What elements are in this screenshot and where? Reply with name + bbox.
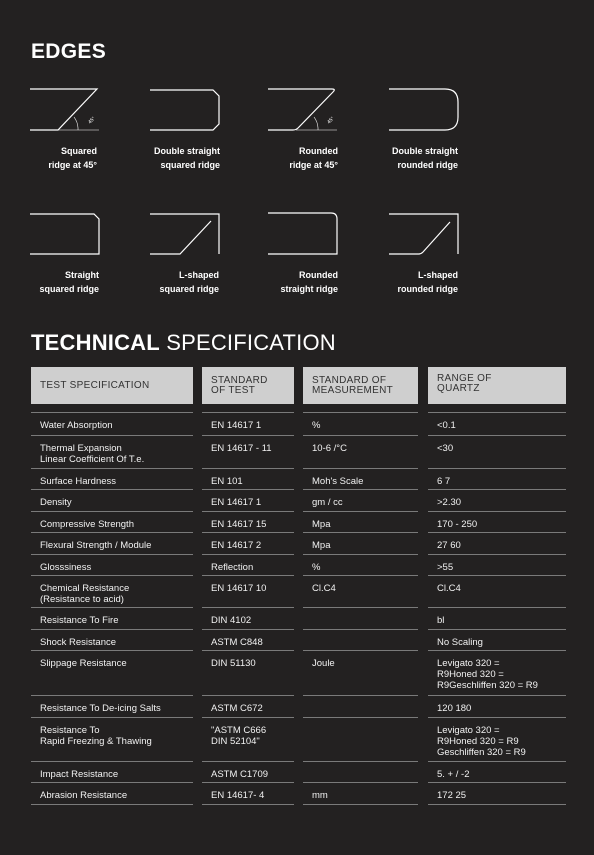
row-divider-segment <box>428 629 566 630</box>
edge-rounded-straight-ridge <box>236 212 346 312</box>
table-cell-line: DIN 52104" <box>211 736 260 747</box>
l-shaped-squared-ridge-icon <box>118 212 228 262</box>
table-cell-line: Thermal Expansion <box>40 443 122 454</box>
edge-rounded-ridge-45 <box>236 88 346 188</box>
edge-squared-ridge-45 <box>0 88 108 188</box>
row-divider-segment <box>303 468 418 469</box>
row-divider-segment <box>31 695 193 696</box>
table-cell <box>312 519 330 530</box>
table-cell-line: gm / cc <box>312 497 343 508</box>
table-cell <box>211 519 266 530</box>
table-cell <box>40 476 116 487</box>
row-divider-segment <box>428 761 566 762</box>
row-divider-segment <box>202 761 294 762</box>
edge-caption <box>218 268 338 296</box>
table-cell-line: No Scaling <box>437 637 483 648</box>
row-divider-segment <box>428 804 566 805</box>
row-divider-segment <box>31 717 193 718</box>
edge-caption-line1: Squared <box>60 146 97 156</box>
title-bold: TECHNICAL <box>31 330 160 355</box>
table-cell-line: <0.1 <box>437 420 456 431</box>
table-cell <box>211 790 264 801</box>
row-divider-segment <box>202 468 294 469</box>
table-cell <box>211 769 268 780</box>
row-divider-segment <box>31 412 193 413</box>
technical-specification-title <box>31 330 336 356</box>
table-cell <box>437 540 461 551</box>
table-cell <box>211 583 266 594</box>
header-line1: STANDARD <box>211 375 268 386</box>
row-divider-segment <box>428 554 566 555</box>
table-cell-line: 27 60 <box>437 540 461 551</box>
table-cell <box>312 562 320 573</box>
row-divider-segment <box>303 554 418 555</box>
row-divider-segment <box>303 695 418 696</box>
row-divider-segment <box>202 435 294 436</box>
table-cell <box>40 703 161 714</box>
row-divider-segment <box>303 511 418 512</box>
table-cell <box>312 497 343 508</box>
row-divider-segment <box>428 650 566 651</box>
table-cell <box>312 790 328 801</box>
squared-ridge-45-icon <box>0 88 108 138</box>
row-divider-segment <box>303 607 418 608</box>
row-divider-segment <box>428 575 566 576</box>
table-cell-line: 170 - 250 <box>437 519 478 530</box>
table-cell <box>40 443 144 465</box>
row-divider-segment <box>31 468 193 469</box>
edge-caption-line2: squared ridge <box>39 284 99 294</box>
edge-l-shaped-rounded-ridge <box>357 212 467 312</box>
table-cell-line: 6 7 <box>437 476 451 487</box>
table-cell-line: Cl.C4 <box>437 583 461 594</box>
table-cell-line: EN 101 <box>211 476 243 487</box>
table-cell <box>312 583 336 594</box>
table-cell-line: 120 180 <box>437 703 472 714</box>
table-cell-line: Reflection <box>211 562 254 573</box>
edge-caption-line2: rounded ridge <box>397 160 458 170</box>
edge-caption <box>338 268 458 296</box>
table-cell <box>40 497 72 508</box>
edges-title: EDGES <box>31 40 107 63</box>
table-cell-line: % <box>312 562 321 573</box>
table-cell-line: DIN 4102 <box>211 615 252 626</box>
rounded-straight-ridge-icon <box>236 212 346 262</box>
row-divider-segment <box>202 489 294 490</box>
table-cell-line: Rapid Freezing & Thawing <box>40 736 152 747</box>
table-cell <box>437 583 461 594</box>
edge-l-shaped-squared-ridge <box>118 212 228 312</box>
table-cell-line: Water Absorption <box>40 420 113 431</box>
row-divider-segment <box>31 761 193 762</box>
table-cell <box>40 420 113 431</box>
row-divider-segment <box>31 782 193 783</box>
table-cell <box>437 562 453 573</box>
row-divider-segment <box>31 629 193 630</box>
table-cell-line: 10-6 /°C <box>312 443 347 454</box>
table-cell-line: EN 14617 2 <box>211 540 262 551</box>
table-cell-line: 172 25 <box>437 790 467 801</box>
table-cell <box>437 476 450 487</box>
table-cell <box>40 637 116 648</box>
edge-caption-line1: L-shaped <box>178 270 219 280</box>
table-cell-line: bl <box>437 615 445 626</box>
table-cell-line: Impact Resistance <box>40 769 119 780</box>
edge-caption-line1: Double straight <box>153 146 220 156</box>
table-cell-line: ASTM C672 <box>211 703 263 714</box>
row-divider-segment <box>202 554 294 555</box>
table-cell <box>437 703 471 714</box>
table-cell <box>437 497 461 508</box>
row-divider-segment <box>428 532 566 533</box>
table-cell-line: Geschliffen 320 = R9 <box>437 747 526 758</box>
edge-caption-line1: Rounded <box>299 146 338 156</box>
title-rest: SPECIFICATION <box>159 330 336 355</box>
table-cell-line: Flexural Strength / Module <box>40 540 152 551</box>
edge-angle-label: 45° <box>326 115 336 126</box>
row-divider-segment <box>303 435 418 436</box>
l-shaped-rounded-ridge-icon <box>357 212 467 262</box>
table-cell <box>437 420 456 431</box>
table-cell <box>40 769 118 780</box>
table-cell-line: ASTM C848 <box>211 637 263 648</box>
row-divider-segment <box>303 412 418 413</box>
row-divider-segment <box>202 412 294 413</box>
row-divider-segment <box>31 489 193 490</box>
row-divider-segment <box>428 695 566 696</box>
table-cell-line: Mpa <box>312 540 331 551</box>
row-divider-segment <box>31 511 193 512</box>
table-cell-line: Chemical Resistance <box>40 583 130 594</box>
row-divider-segment <box>202 532 294 533</box>
table-cell <box>312 420 320 431</box>
table-cell-line: DIN 51130 <box>211 658 256 669</box>
row-divider-segment <box>428 607 566 608</box>
table-cell <box>211 420 261 431</box>
table-cell <box>211 637 263 648</box>
row-divider-segment <box>31 554 193 555</box>
edge-angle-label: 45° <box>87 115 97 126</box>
header-line2: QUARTZ <box>437 383 480 394</box>
edge-straight-squared-ridge <box>0 212 108 312</box>
table-cell <box>40 658 127 669</box>
table-cell-line: Moh's Scale <box>312 476 364 487</box>
header-line2: OF TEST <box>211 385 256 396</box>
table-cell-line: EN 14617- 4 <box>211 790 265 801</box>
table-cell <box>211 658 256 669</box>
table-cell <box>437 519 477 530</box>
edge-caption-line1: L-shaped <box>417 270 458 280</box>
edge-double-straight-squared-ridge <box>118 88 228 188</box>
row-divider-segment <box>202 511 294 512</box>
table-cell-line: Resistance To Fire <box>40 615 119 626</box>
edge-caption <box>218 144 338 172</box>
table-cell <box>211 703 263 714</box>
row-divider-segment <box>303 629 418 630</box>
table-cell <box>40 583 129 605</box>
table-cell-line: 5. + / -2 <box>437 769 470 780</box>
table-cell-line: (Resistance to acid) <box>40 594 124 605</box>
table-cell-line: EN 14617 - 11 <box>211 443 272 454</box>
row-divider-segment <box>202 782 294 783</box>
row-divider-segment <box>202 717 294 718</box>
row-divider-segment <box>303 804 418 805</box>
row-divider-segment <box>303 782 418 783</box>
table-cell <box>211 615 251 626</box>
row-divider-segment <box>428 468 566 469</box>
row-divider-segment <box>202 650 294 651</box>
header-line1: RANGE OF <box>437 373 492 384</box>
table-cell <box>211 562 253 573</box>
edge-caption <box>0 268 99 296</box>
row-divider-segment <box>31 650 193 651</box>
edge-caption-line2: ridge at 45° <box>48 160 97 170</box>
header-range-of-quartz <box>428 367 566 404</box>
table-cell <box>40 615 119 626</box>
header-standard-of-measurement <box>303 367 418 404</box>
row-divider-segment <box>428 782 566 783</box>
table-cell-line: R9Honed 320 = <box>437 669 504 680</box>
double-straight-squared-ridge-icon <box>118 88 228 138</box>
edge-caption-line2: squared ridge <box>160 160 220 170</box>
row-divider-segment <box>31 607 193 608</box>
table-cell-line: Slippage Resistance <box>40 658 127 669</box>
table-cell-line: ASTM C1709 <box>211 769 269 780</box>
table-cell <box>437 637 483 648</box>
edge-caption-line2: ridge at 45° <box>289 160 338 170</box>
table-cell-line: Linear Coefficient Of T.e. <box>40 454 145 465</box>
table-cell-line: Glosssiness <box>40 562 92 573</box>
edge-caption <box>338 144 458 172</box>
row-divider-segment <box>303 489 418 490</box>
row-divider-segment <box>202 575 294 576</box>
table-cell-line: R9Geschliffen 320 = R9 <box>437 680 538 691</box>
table-cell <box>40 790 127 801</box>
edge-caption-line1: Straight <box>64 270 99 280</box>
header-line1: TEST SPECIFICATION <box>40 380 150 391</box>
table-cell-line: % <box>312 420 321 431</box>
double-straight-rounded-ridge-icon <box>357 88 467 138</box>
table-cell <box>40 519 134 530</box>
table-cell-line: R9Honed 320 = R9 <box>437 736 519 747</box>
table-cell <box>211 725 266 747</box>
edge-caption <box>0 144 97 172</box>
table-cell-line: Mpa <box>312 519 331 530</box>
table-cell-line: Compressive Strength <box>40 519 134 530</box>
table-cell-line: mm <box>312 790 328 801</box>
table-cell-line: Resistance To <box>40 725 100 736</box>
table-cell-line: Joule <box>312 658 335 669</box>
table-cell <box>437 658 538 691</box>
row-divider-segment <box>303 717 418 718</box>
table-cell-line: Cl.C4 <box>312 583 336 594</box>
table-cell <box>40 562 91 573</box>
table-cell-line: >55 <box>437 562 454 573</box>
edge-double-straight-rounded-ridge <box>357 88 467 188</box>
row-divider-segment <box>303 650 418 651</box>
table-cell-line: Abrasion Resistance <box>40 790 128 801</box>
table-cell <box>211 476 243 487</box>
header-test-specification <box>31 367 193 404</box>
row-divider-segment <box>428 435 566 436</box>
table-cell-line: Resistance To De-icing Salts <box>40 703 161 714</box>
row-divider-segment <box>428 412 566 413</box>
straight-squared-ridge-icon <box>0 212 108 262</box>
table-cell-line: Density <box>40 497 72 508</box>
table-cell <box>312 540 330 551</box>
edge-caption <box>99 268 219 296</box>
table-cell-line: Levigato 320 = <box>437 725 500 736</box>
table-cell-line: EN 14617 10 <box>211 583 267 594</box>
table-cell <box>40 540 151 551</box>
edge-caption-line1: Double straight <box>391 146 458 156</box>
row-divider-segment <box>202 629 294 630</box>
table-cell <box>312 476 363 487</box>
edge-caption <box>100 144 220 172</box>
row-divider-segment <box>428 717 566 718</box>
table-cell <box>312 658 335 669</box>
table-cell-line: "ASTM C666 <box>211 725 267 736</box>
rounded-ridge-45-icon <box>236 88 346 138</box>
table-cell-line: Shock Resistance <box>40 637 117 648</box>
row-divider-segment <box>303 532 418 533</box>
table-cell <box>211 497 261 508</box>
row-divider-segment <box>202 804 294 805</box>
table-cell <box>211 443 272 454</box>
header-standard-of-test <box>202 367 294 404</box>
table-cell <box>437 615 444 626</box>
table-cell-line: <30 <box>437 443 454 454</box>
edge-caption-line2: straight ridge <box>280 284 338 294</box>
table-cell-line: Surface Hardness <box>40 476 117 487</box>
table-cell <box>437 725 526 758</box>
table-cell-line: EN 14617 1 <box>211 497 262 508</box>
row-divider-segment <box>428 511 566 512</box>
row-divider-segment <box>31 575 193 576</box>
header-line1: STANDARD OF <box>312 375 387 386</box>
header-line2: MEASUREMENT <box>312 385 394 396</box>
row-divider-segment <box>202 607 294 608</box>
table-cell <box>437 769 469 780</box>
row-divider-segment <box>202 695 294 696</box>
row-divider-segment <box>31 804 193 805</box>
table-cell <box>40 725 152 747</box>
edge-caption-line2: squared ridge <box>159 284 219 294</box>
edge-caption-line2: rounded ridge <box>397 284 458 294</box>
table-cell <box>437 443 453 454</box>
table-cell <box>312 443 347 454</box>
table-cell-line: EN 14617 15 <box>211 519 267 530</box>
row-divider-segment <box>31 532 193 533</box>
row-divider-segment <box>31 435 193 436</box>
table-cell <box>211 540 261 551</box>
table-cell <box>437 790 466 801</box>
table-cell-line: EN 14617 1 <box>211 420 262 431</box>
table-cell-line: Levigato 320 = <box>437 658 500 669</box>
table-cell-line: >2.30 <box>437 497 462 508</box>
row-divider-segment <box>303 575 418 576</box>
row-divider-segment <box>303 761 418 762</box>
edge-caption-line1: Rounded <box>299 270 338 280</box>
row-divider-segment <box>428 489 566 490</box>
